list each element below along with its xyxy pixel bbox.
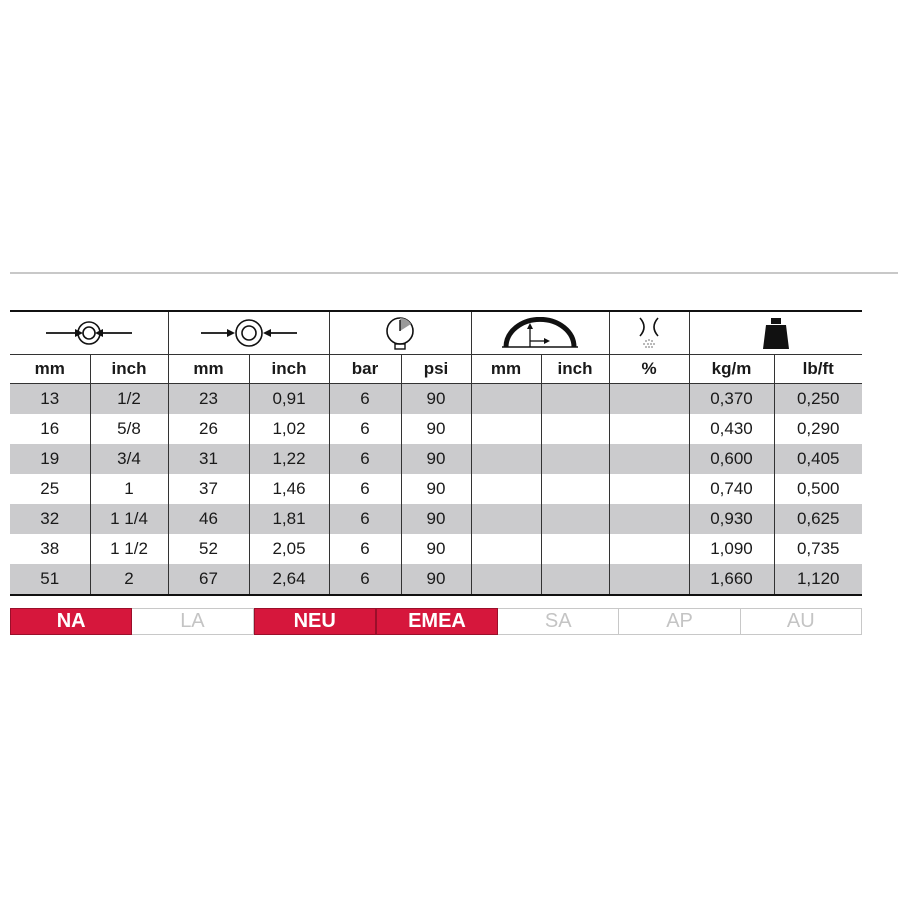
table-cell bbox=[609, 384, 689, 415]
table-cell: 6 bbox=[329, 534, 401, 564]
table-cell: 0,500 bbox=[774, 474, 862, 504]
region-badge-na: NA bbox=[10, 608, 132, 635]
table-cell bbox=[541, 444, 609, 474]
vacuum-icon bbox=[609, 311, 689, 355]
table-cell: 90 bbox=[401, 534, 471, 564]
table-cell bbox=[471, 504, 541, 534]
icon-header-row bbox=[10, 311, 862, 355]
table-cell bbox=[541, 504, 609, 534]
table-cell: 1,090 bbox=[689, 534, 774, 564]
table-cell: 38 bbox=[40, 539, 60, 558]
table-cell: 0,290 bbox=[774, 414, 862, 444]
table-cell: 1,46 bbox=[249, 474, 329, 504]
table-cell: 26 bbox=[168, 414, 249, 444]
table-cell bbox=[541, 564, 609, 595]
unit-bend-inch: inch bbox=[541, 355, 609, 384]
table-cell: 6 bbox=[329, 564, 401, 595]
table-cell: 31 bbox=[168, 444, 249, 474]
table-cell bbox=[541, 474, 609, 504]
table-cell: 1,02 bbox=[249, 414, 329, 444]
table-cell: 1 1/2 bbox=[90, 534, 168, 564]
table-cell: 23 bbox=[168, 384, 249, 415]
table-cell: 6 bbox=[329, 444, 401, 474]
weight-icon bbox=[689, 311, 862, 355]
bend-radius-icon bbox=[471, 311, 609, 355]
pressure-gauge-icon bbox=[329, 311, 471, 355]
table-cell bbox=[471, 444, 541, 474]
table-cell bbox=[609, 444, 689, 474]
table-cell: 90 bbox=[401, 564, 471, 595]
table-cell: 2,05 bbox=[249, 534, 329, 564]
table-row bbox=[10, 444, 862, 474]
table-cell: 0,625 bbox=[774, 504, 862, 534]
unit-od-inch: inch bbox=[249, 355, 329, 384]
table-cell bbox=[609, 564, 689, 595]
table-cell bbox=[609, 474, 689, 504]
table-cell: 1,660 bbox=[689, 564, 774, 595]
unit-od-mm: mm bbox=[168, 355, 249, 384]
units-header-row bbox=[10, 355, 862, 384]
table-cell: 0,91 bbox=[249, 384, 329, 415]
table-cell: 13 bbox=[10, 384, 90, 415]
table-cell bbox=[471, 564, 541, 595]
region-badge-neu: NEU bbox=[254, 608, 376, 635]
unit-id-inch: inch bbox=[90, 355, 168, 384]
table-cell bbox=[541, 384, 609, 415]
unit-vacuum-percent: % bbox=[609, 355, 689, 384]
table-cell bbox=[471, 534, 541, 564]
table-cell: 1/2 bbox=[90, 384, 168, 415]
table-row bbox=[10, 414, 862, 444]
unit-pressure-bar: bar bbox=[329, 355, 401, 384]
table-cell: 3/4 bbox=[90, 444, 168, 474]
table-cell: 0,430 bbox=[689, 414, 774, 444]
table-cell: 2,64 bbox=[249, 564, 329, 595]
table-cell bbox=[471, 474, 541, 504]
unit-weight-lbft: lb/ft bbox=[774, 355, 862, 384]
table-cell: 37 bbox=[168, 474, 249, 504]
table-cell: 19 bbox=[10, 444, 90, 474]
table-cell: 5/8 bbox=[90, 414, 168, 444]
table-cell bbox=[541, 534, 609, 564]
table-cell bbox=[471, 414, 541, 444]
top-divider bbox=[10, 272, 898, 274]
table-cell: 51 bbox=[10, 564, 90, 595]
region-badge-la: LA bbox=[132, 608, 253, 635]
table-cell: 0,600 bbox=[689, 444, 774, 474]
table-row bbox=[10, 384, 862, 415]
table-cell: 16 bbox=[40, 419, 60, 438]
unit-weight-kgm: kg/m bbox=[689, 355, 774, 384]
table-cell: 90 bbox=[401, 444, 471, 474]
table-cell: 1,81 bbox=[249, 504, 329, 534]
table-cell bbox=[609, 414, 689, 444]
table-cell: 90 bbox=[401, 474, 471, 504]
table-cell: 0,370 bbox=[689, 384, 774, 415]
unit-bend-mm: mm bbox=[471, 355, 541, 384]
table-cell: 1 1/4 bbox=[90, 504, 168, 534]
table-cell: 6 bbox=[329, 504, 401, 534]
table-cell: 90 bbox=[401, 504, 471, 534]
table-cell: 0,735 bbox=[774, 534, 862, 564]
table-cell: 6 bbox=[329, 414, 401, 444]
table-cell: 90 bbox=[401, 384, 471, 415]
region-badge-ap: AP bbox=[619, 608, 740, 635]
region-badge-emea: EMEA bbox=[376, 608, 498, 635]
table-cell: 1,120 bbox=[774, 564, 862, 595]
region-bar bbox=[10, 608, 862, 635]
table-row bbox=[10, 504, 862, 534]
table-cell: 0,930 bbox=[689, 504, 774, 534]
outer-diameter-icon bbox=[168, 311, 329, 355]
table-cell: 2 bbox=[90, 564, 168, 595]
table-row bbox=[10, 534, 862, 564]
unit-pressure-psi: psi bbox=[401, 355, 471, 384]
table-row bbox=[10, 564, 862, 595]
table-cell: 1 bbox=[90, 474, 168, 504]
table-cell: 90 bbox=[401, 414, 471, 444]
table-cell: 0,405 bbox=[774, 444, 862, 474]
inner-diameter-icon bbox=[10, 311, 168, 355]
region-badge-au: AU bbox=[741, 608, 862, 635]
table-body bbox=[10, 384, 862, 596]
table-cell bbox=[609, 534, 689, 564]
table-cell: 6 bbox=[329, 384, 401, 415]
table-cell: 52 bbox=[168, 534, 249, 564]
table-cell bbox=[609, 504, 689, 534]
table-cell bbox=[541, 414, 609, 444]
hose-spec-table bbox=[10, 310, 862, 596]
unit-id-mm: mm bbox=[10, 355, 90, 384]
table-cell: 67 bbox=[168, 564, 249, 595]
table-cell: 6 bbox=[329, 474, 401, 504]
table-row bbox=[10, 474, 862, 504]
table-cell: 0,250 bbox=[774, 384, 862, 415]
table-cell: 46 bbox=[168, 504, 249, 534]
table-cell bbox=[471, 384, 541, 415]
table-cell: 32 bbox=[10, 504, 90, 534]
table-cell: 1,22 bbox=[249, 444, 329, 474]
table-cell: 0,740 bbox=[689, 474, 774, 504]
region-badge-sa: SA bbox=[498, 608, 619, 635]
table-cell: 25 bbox=[40, 479, 60, 498]
